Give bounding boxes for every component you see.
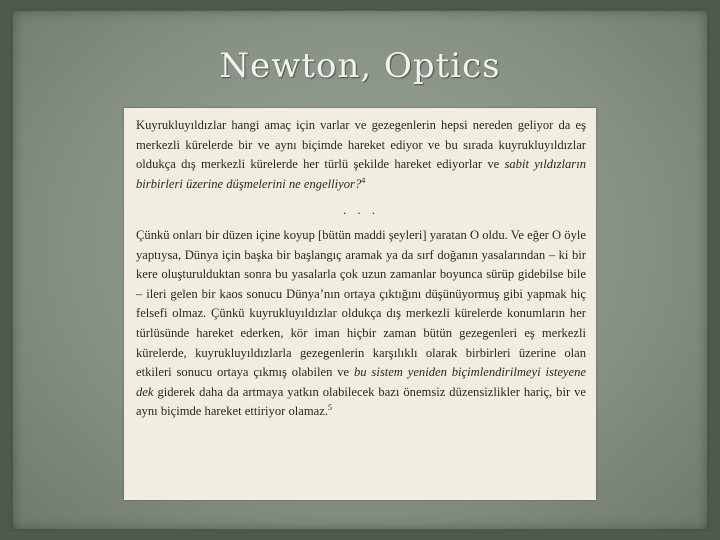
- excerpt-paragraph-1: [136, 116, 586, 194]
- scanned-book-excerpt: [124, 108, 596, 500]
- slide-title: Newton, Optics: [219, 46, 501, 86]
- excerpt-paragraph-2: [136, 226, 586, 422]
- paragraph-2-text: Çünkü onları bir düzen içine koyup [bütün maddi şeyleri] yaratan O oldu. Ve eğer O öyle yaptıysa, Dünya için başka bir başlangıç aramak ya da sırf doğanın yasalarından – ki bir kere oluşturulduktan sonra bu yasalarla çok uzun zamanlar boyunca sürüp gidebilse bile – ileri gelen bir kaos sonucu Dünya’nın ortaya çıktığını düşünüyormuş gibi yapmak hiç felsefi olmaz. Çünkü kuyrukluyıldızlar oldukça dış merkezli kürelerde konumların her türlüsünde hareket ederken, kör iman hiçbir zaman bütün gezegenleri eş merkezli kürelerde, kuyrukluyıldızlarla gezegenlerin karşılıklı olarak birbirleri üzerine olan etkileri sonucu ortaya çıkmış olabilen ve: [136, 227, 586, 380]
- ellipsis-separator: . . .: [343, 203, 379, 218]
- footnote-marker-5: 5: [327, 403, 332, 413]
- paragraph-2-tail: giderek daha da artmaya yatkın olabilecek bazı önemsiz düzensizlikler hariç, bir ve aynı biçimde hareket ettiriyor olamaz.: [136, 384, 586, 419]
- paragraph-1-italic: sabit yıldızların birbirleri üzerine düşmelerini ne engelliyor?: [136, 157, 586, 191]
- paragraph-1-text: Kuyrukluyıldızlar hangi amaç için varlar ve gezegenlerin hepsi nereden geliyor da eş merkezli kürelerde bir ve aynı biçimde hareket ediyor ve bu sırada kuyrukluyıldızlar oldukça dış merkezli kürelerde her türlü şekilde hareket ediyorlar ve: [136, 118, 586, 172]
- paragraph-2-italic: bu sistem yeniden biçimlendirilmeyi isteyene dek: [136, 365, 586, 399]
- footnote-marker-4: 4: [361, 175, 366, 185]
